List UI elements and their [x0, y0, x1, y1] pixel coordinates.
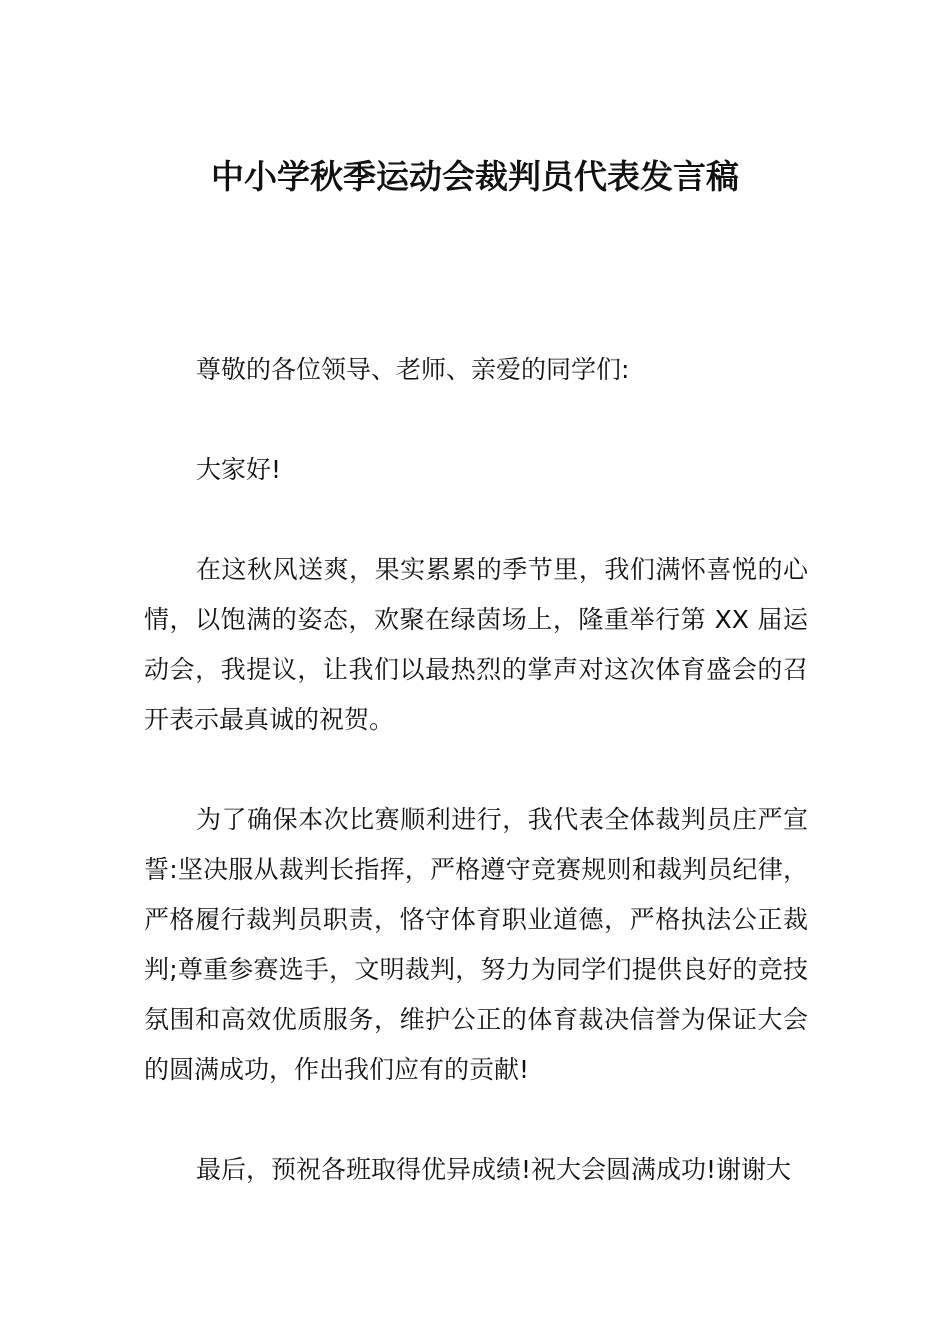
document-title: 中小学秋季运动会裁判员代表发言稿	[211, 157, 739, 196]
opening-paragraph: 在这秋风送爽，果实累累的季节里，我们满怀喜悦的心情，以饱满的姿态，欢聚在绿茵场上，隆重举行第 XX 届运动会，我提议，让我们以最热烈的掌声对这次体育盛会的召开表示最真诚的祝贺。	[144, 555, 808, 734]
salutation-paragraph: 尊敬的各位领导、老师、亲爱的同学们:	[196, 355, 630, 384]
greeting-paragraph: 大家好!	[196, 455, 282, 484]
closing-paragraph: 最后，预祝各班取得优异成绩!祝大会圆满成功!谢谢大	[196, 1155, 792, 1184]
oath-paragraph: 为了确保本次比赛顺利进行，我代表全体裁判员庄严宣誓:坚决服从裁判长指挥，严格遵守竞赛规则和裁判员纪律，严格履行裁判员职责，恪守体育职业道德，严格执法公正裁判;尊重参赛选手，文明裁判，努力为同学们提供良好的竞技氛围和高效优质服务，维护公正的体育裁决信誉为保证大会的圆满成功，作出我们应有的贡献!	[144, 805, 808, 1084]
